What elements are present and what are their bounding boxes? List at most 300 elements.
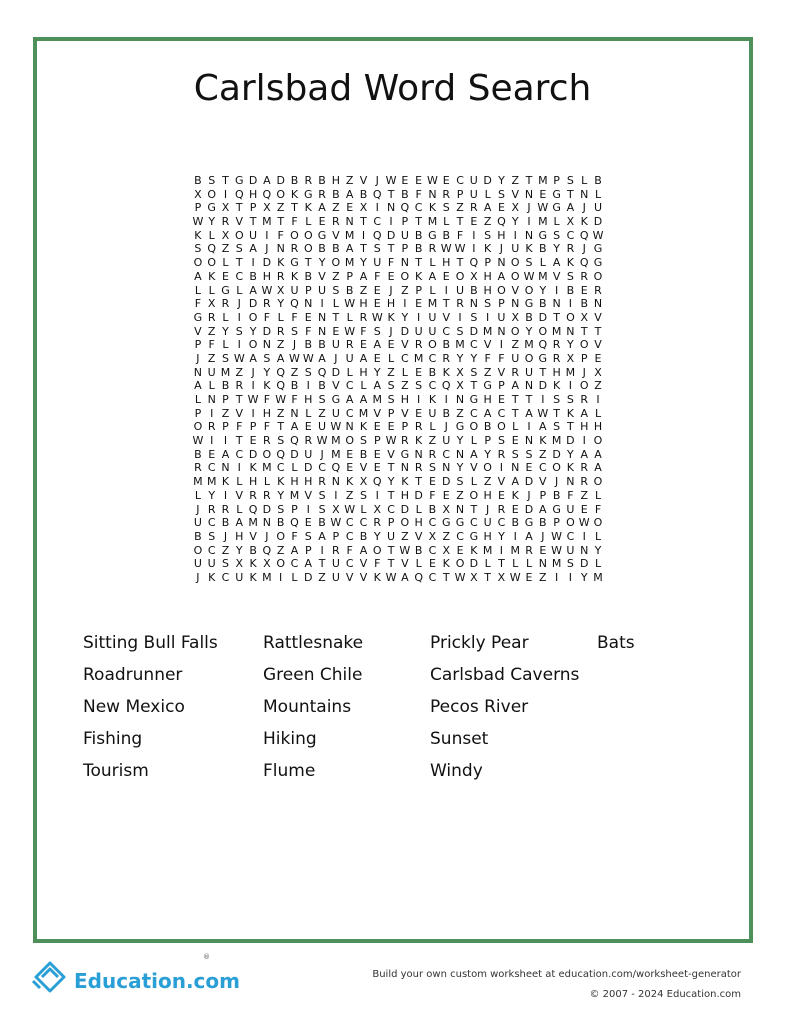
grid-letter: G — [290, 256, 299, 270]
grid-letter: U — [331, 557, 340, 571]
grid-letter: D — [524, 475, 534, 489]
grid-letter: W — [523, 269, 535, 283]
grid-letter: D — [414, 488, 423, 502]
grid-letter: Y — [360, 256, 367, 270]
grid-letter: Y — [208, 488, 216, 502]
grid-letter: X — [359, 201, 368, 215]
grid-letter: R — [276, 324, 285, 338]
grid-letter: G — [469, 529, 479, 543]
grid-letter: N — [221, 461, 230, 475]
grid-letter: P — [249, 201, 257, 215]
grid-letter: I — [444, 393, 448, 406]
grid-letter: W — [385, 434, 397, 448]
grid-letter: F — [263, 310, 271, 324]
word-bank-item: Sunset — [430, 729, 489, 749]
grid-letter: S — [387, 379, 395, 393]
grid-letter: A — [373, 379, 382, 393]
grid-letter: W — [247, 393, 259, 406]
grid-letter: B — [304, 338, 313, 352]
grid-letter: G — [400, 447, 410, 461]
grid-letter: Z — [290, 365, 299, 379]
grid-letter: R — [552, 338, 561, 352]
grid-letter: C — [428, 570, 437, 584]
grid-letter: Y — [401, 310, 409, 324]
grid-letter: R — [318, 187, 326, 201]
grid-letter: A — [483, 406, 492, 420]
grid-letter: G — [455, 516, 465, 530]
grid-letter: K — [263, 379, 271, 393]
grid-letter: Q — [441, 379, 451, 393]
grid-letter: M — [565, 365, 576, 379]
grid-letter: H — [304, 393, 313, 406]
grid-letter: J — [223, 529, 228, 543]
grid-row — [191, 448, 605, 462]
grid-letter: J — [237, 297, 241, 311]
grid-letter: Q — [497, 215, 506, 229]
grid-letter: B — [539, 297, 547, 311]
grid-letter: Q — [400, 201, 410, 215]
grid-letter: P — [332, 529, 340, 543]
grid-letter: L — [332, 297, 339, 311]
grid-letter: L — [512, 557, 519, 571]
grid-letter: N — [317, 324, 327, 338]
grid-letter: N — [400, 461, 409, 475]
grid-letter: X — [511, 310, 519, 324]
grid-letter: W — [454, 570, 466, 584]
grid-letter: H — [442, 256, 451, 270]
grid-letter: R — [414, 461, 423, 475]
grid-letter: B — [483, 420, 492, 434]
grid-letter: X — [442, 543, 451, 557]
grid-letter: B — [414, 543, 423, 557]
grid-letter: C — [373, 215, 382, 229]
grid-letter: G — [538, 351, 548, 365]
grid-letter: N — [469, 297, 478, 311]
grid-letter: R — [566, 242, 575, 256]
grid-letter: M — [538, 269, 548, 283]
grid-letter: M — [510, 543, 520, 557]
grid-letter: Q — [538, 338, 548, 352]
grid-letter: K — [428, 201, 437, 215]
grid-letter: K — [415, 269, 423, 283]
education-logo[interactable] — [30, 955, 240, 995]
grid-row — [191, 215, 605, 229]
grid-letter: D — [276, 174, 285, 187]
grid-letter: F — [415, 187, 422, 201]
grid-letter: H — [359, 297, 368, 311]
grid-letter: T — [498, 557, 505, 571]
grid-letter: Q — [276, 447, 286, 461]
grid-letter: J — [389, 324, 393, 338]
grid-letter: H — [386, 297, 396, 311]
grid-letter: E — [373, 283, 381, 297]
footer-generator-link[interactable]: Build your own custom worksheet at education.com/worksheet-generator — [372, 969, 741, 980]
grid-letter: U — [331, 570, 340, 584]
grid-letter: K — [290, 187, 299, 201]
word-bank-item: Windy — [430, 761, 483, 781]
grid-letter: I — [596, 393, 600, 406]
grid-letter: S — [277, 502, 285, 516]
grid-letter: H — [593, 420, 603, 434]
grid-letter: L — [194, 393, 201, 406]
grid-letter: B — [511, 516, 519, 530]
grid-letter: K — [194, 228, 202, 242]
grid-letter: T — [235, 434, 243, 448]
grid-letter: O — [593, 516, 603, 530]
grid-letter: A — [249, 351, 257, 365]
grid-letter: W — [233, 351, 245, 365]
grid-letter: L — [360, 379, 367, 393]
grid-letter: A — [345, 393, 354, 406]
grid-letter: A — [359, 543, 368, 557]
grid-letter: V — [235, 488, 244, 502]
grid-letter: E — [373, 461, 381, 475]
grid-letter: N — [524, 379, 534, 393]
grid-letter: W — [592, 228, 604, 242]
grid-letter: Q — [290, 297, 299, 311]
grid-letter: O — [593, 434, 603, 448]
grid-letter: F — [594, 502, 602, 516]
grid-letter: J — [334, 351, 338, 365]
grid-letter: B — [470, 283, 478, 297]
grid-letter: K — [387, 310, 395, 324]
grid-letter: F — [346, 543, 353, 557]
grid-letter: X — [235, 557, 244, 571]
grid-letter: R — [221, 297, 230, 311]
grid-letter: V — [414, 529, 423, 543]
grid-letter: B — [525, 310, 533, 324]
grid-letter: V — [235, 215, 244, 229]
grid-letter: Y — [580, 570, 588, 584]
grid-letter: K — [484, 242, 492, 256]
grid-letter: K — [553, 379, 561, 393]
grid-letter: Y — [318, 256, 326, 270]
grid-letter: N — [400, 256, 409, 270]
grid-letter: T — [553, 310, 560, 324]
grid-letter: M — [482, 543, 493, 557]
grid-letter: T — [387, 557, 395, 571]
grid-letter: E — [373, 447, 381, 461]
grid-letter: O — [248, 338, 258, 352]
grid-letter: I — [582, 434, 586, 448]
grid-letter: O — [400, 269, 410, 283]
grid-letter: T — [235, 201, 243, 215]
grid-row — [191, 284, 605, 298]
grid-letter: B — [276, 516, 285, 530]
grid-letter: I — [499, 461, 504, 475]
footer-copyright: © 2007 - 2024 Education.com — [589, 989, 741, 1000]
grid-letter: O — [593, 269, 603, 283]
grid-letter: B — [401, 187, 409, 201]
grid-letter: Z — [276, 543, 285, 557]
grid-letter: D — [566, 434, 575, 448]
grid-letter: D — [442, 475, 451, 489]
grid-letter: Z — [276, 201, 285, 215]
grid-letter: U — [400, 228, 409, 242]
grid-letter: O — [593, 475, 603, 489]
grid-letter: V — [594, 338, 602, 352]
grid-letter: A — [318, 351, 326, 365]
grid-letter: Z — [332, 201, 340, 215]
word-bank-item — [597, 664, 697, 686]
grid-letter: W — [344, 297, 356, 311]
grid-letter: L — [291, 461, 298, 475]
grid-letter: E — [373, 297, 381, 311]
grid-letter: O — [276, 557, 286, 571]
grid-letter: P — [222, 420, 229, 434]
grid-letter: G — [235, 174, 244, 187]
grid-row — [191, 434, 605, 448]
grid-letter: P — [484, 256, 491, 270]
grid-letter: E — [373, 420, 381, 434]
grid-letter: O — [510, 269, 520, 283]
grid-letter: Q — [248, 502, 258, 516]
grid-letter: Z — [401, 529, 409, 543]
grid-letter: T — [291, 201, 298, 215]
grid-letter: W — [427, 174, 438, 187]
grid-letter: I — [237, 338, 241, 352]
grid-letter: U — [207, 557, 216, 571]
grid-letter: S — [373, 324, 381, 338]
grid-letter: D — [262, 324, 272, 338]
grid-letter: K — [208, 269, 216, 283]
grid-letter: Q — [276, 379, 286, 393]
grid-letter: A — [276, 351, 285, 365]
grid-letter: M — [262, 215, 272, 229]
grid-letter: S — [456, 324, 464, 338]
pencil-book-icon — [30, 955, 70, 995]
grid-letter: H — [400, 393, 409, 406]
grid-letter: B — [290, 174, 299, 187]
grid-letter: E — [539, 543, 547, 557]
grid-letter: W — [289, 351, 300, 365]
grid-letter: X — [332, 502, 340, 516]
grid-letter: M — [344, 228, 355, 242]
grid-letter: B — [428, 365, 437, 379]
grid-letter: S — [553, 228, 561, 242]
grid-letter: Q — [290, 516, 299, 530]
grid-letter: U — [193, 557, 202, 571]
grid-letter: R — [373, 516, 382, 530]
grid-letter: F — [236, 420, 243, 434]
grid-letter: H — [497, 228, 506, 242]
grid-letter: Q — [372, 228, 382, 242]
grid-letter: R — [345, 338, 354, 352]
grid-letter: S — [290, 324, 298, 338]
grid-letter: I — [527, 215, 531, 229]
grid-letter: L — [594, 187, 602, 201]
grid-letter: I — [541, 393, 545, 406]
grid-letter: L — [236, 475, 243, 489]
grid-letter: Y — [498, 174, 505, 187]
grid-letter: M — [524, 338, 534, 352]
grid-letter: V — [194, 324, 202, 338]
grid-letter: O — [497, 283, 506, 297]
grid-letter: I — [334, 488, 338, 502]
grid-letter: L — [277, 310, 284, 324]
grid-letter: O — [193, 543, 203, 557]
grid-letter: E — [415, 406, 423, 420]
grid-letter: J — [320, 447, 324, 461]
grid-letter: K — [249, 557, 257, 571]
grid-letter: A — [525, 406, 533, 420]
grid-letter: G — [524, 297, 534, 311]
grid-letter: Y — [594, 543, 602, 557]
grid-letter: A — [345, 242, 354, 256]
grid-letter: F — [498, 351, 505, 365]
grid-letter: A — [470, 447, 478, 461]
grid-letter: L — [194, 488, 201, 502]
grid-row — [191, 201, 605, 215]
grid-letter: Q — [579, 228, 589, 242]
grid-letter: R — [580, 269, 589, 283]
grid-letter: N — [593, 297, 603, 311]
grid-letter: L — [594, 406, 602, 420]
grid-letter: U — [387, 529, 396, 543]
grid-letter: E — [359, 338, 367, 352]
grid-letter: O — [248, 310, 258, 324]
grid-letter: O — [510, 256, 520, 270]
grid-letter: L — [429, 256, 436, 270]
grid-letter: R — [580, 461, 589, 475]
grid-letter: R — [580, 393, 589, 406]
grid-letter: Z — [235, 365, 244, 379]
word-bank-item: Hiking — [263, 729, 317, 749]
grid-letter: K — [442, 557, 450, 571]
grid-letter: W — [509, 570, 521, 584]
grid-letter: M — [427, 215, 438, 229]
grid-letter: N — [455, 502, 465, 516]
grid-letter: G — [552, 187, 561, 201]
grid-letter: T — [387, 187, 395, 201]
grid-letter: P — [401, 215, 409, 229]
grid-letter: Y — [539, 283, 547, 297]
grid-letter: N — [442, 461, 451, 475]
grid-letter: Y — [373, 529, 381, 543]
grid-letter: W — [551, 543, 563, 557]
grid-letter: D — [538, 310, 548, 324]
grid-letter: W — [440, 242, 452, 256]
grid-letter: Y — [553, 242, 560, 256]
word-bank-item: Roadrunner — [83, 665, 183, 685]
grid-letter: B — [290, 379, 299, 393]
grid-letter: S — [456, 475, 464, 489]
grid-letter: I — [223, 488, 228, 502]
grid-letter: P — [249, 420, 257, 434]
grid-letter: R — [442, 351, 451, 365]
word-bank-item: Tourism — [83, 761, 149, 781]
grid-letter: O — [276, 529, 286, 543]
grid-letter: P — [291, 502, 298, 516]
grid-letter: K — [249, 570, 257, 584]
grid-row — [191, 229, 605, 243]
grid-letter: Q — [331, 461, 341, 475]
grid-letter: V — [497, 365, 506, 379]
grid-letter: H — [290, 475, 299, 489]
word-bank — [83, 632, 703, 782]
grid-letter: I — [472, 228, 476, 242]
grid-letter: A — [401, 570, 409, 584]
grid-letter: L — [387, 351, 395, 365]
grid-row — [191, 393, 605, 407]
grid-letter: F — [208, 338, 215, 352]
grid-letter: B — [332, 242, 340, 256]
grid-letter: I — [251, 256, 255, 270]
grid-letter: V — [318, 269, 326, 283]
grid-letter: O — [303, 242, 313, 256]
grid-letter: O — [400, 516, 410, 530]
grid-letter: N — [511, 461, 520, 475]
grid-letter: E — [456, 543, 464, 557]
grid-letter: L — [236, 283, 243, 297]
grid-letter: E — [511, 502, 519, 516]
grid-letter: W — [316, 434, 328, 448]
grid-letter: C — [401, 351, 409, 365]
grid-letter: C — [290, 557, 299, 571]
grid-letter: W — [344, 324, 356, 338]
grid-letter: G — [593, 242, 603, 256]
grid-letter: O — [455, 557, 465, 571]
grid-letter: A — [511, 475, 519, 489]
grid-letter: U — [318, 283, 327, 297]
grid-letter: Y — [456, 351, 464, 365]
grid-letter: P — [456, 187, 464, 201]
grid-letter: H — [248, 475, 258, 489]
grid-letter: B — [318, 174, 326, 187]
grid-letter: T — [235, 393, 243, 406]
grid-letter: E — [373, 351, 381, 365]
grid-letter: B — [318, 242, 326, 256]
grid-letter: B — [318, 379, 326, 393]
grid-letter: E — [497, 488, 505, 502]
grid-letter: J — [582, 201, 586, 215]
grid-letter: T — [277, 215, 285, 229]
grid-letter: G — [593, 256, 603, 270]
grid-letter: E — [580, 283, 588, 297]
grid-letter: T — [222, 174, 229, 187]
grid-letter: I — [223, 434, 228, 448]
grid-letter: F — [374, 269, 381, 283]
grid-letter: O — [524, 283, 534, 297]
grid-letter: F — [291, 310, 298, 324]
grid-letter: E — [442, 488, 450, 502]
grid-letter: J — [444, 420, 448, 434]
grid-letter: V — [304, 488, 313, 502]
grid-letter: I — [361, 228, 366, 242]
grid-letter: Z — [318, 406, 326, 420]
grid-letter: E — [346, 461, 354, 475]
grid-letter: Y — [235, 543, 243, 557]
grid-letter: D — [538, 379, 548, 393]
grid-letter: L — [470, 434, 477, 448]
grid-letter: X — [470, 570, 478, 584]
grid-letter: U — [373, 256, 382, 270]
grid-letter: N — [524, 187, 534, 201]
grid-letter: Q — [262, 543, 272, 557]
grid-row — [191, 461, 605, 475]
grid-letter: Y — [222, 324, 229, 338]
grid-letter: H — [248, 187, 258, 201]
grid-letter: S — [194, 242, 202, 256]
grid-letter: D — [524, 502, 534, 516]
grid-letter: X — [207, 297, 216, 311]
grid-letter: N — [538, 557, 547, 571]
grid-letter: E — [415, 174, 423, 187]
grid-letter: G — [552, 502, 561, 516]
grid-letter: Z — [401, 283, 409, 297]
grid-letter: S — [277, 434, 285, 448]
grid-letter: B — [539, 242, 547, 256]
